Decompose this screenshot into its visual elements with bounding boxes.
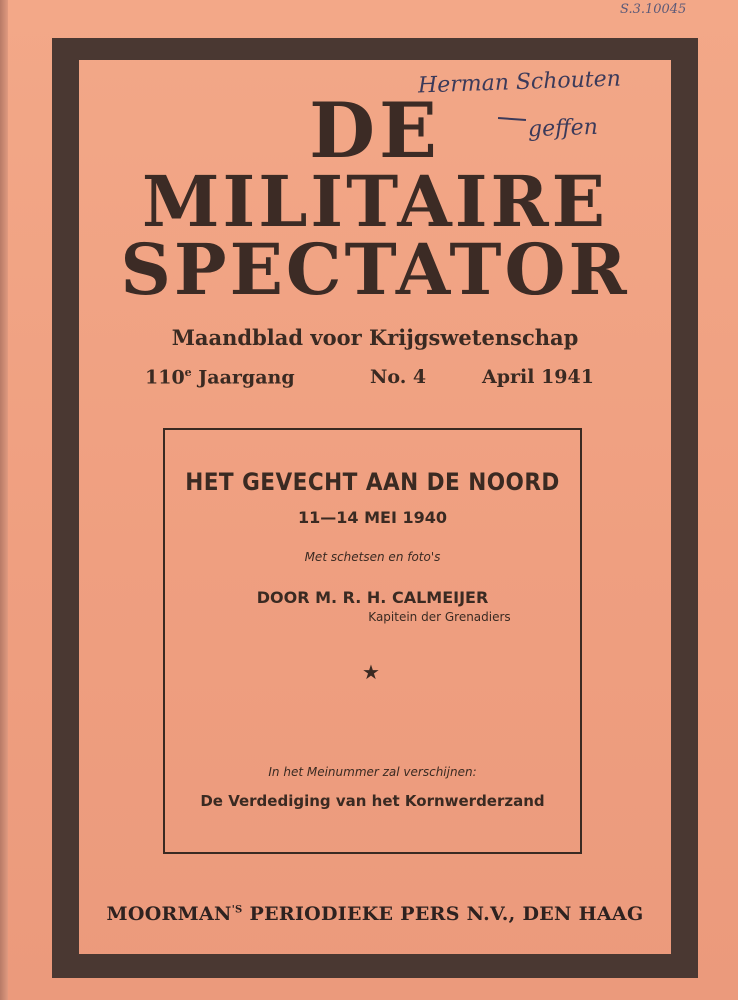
issue-number: No. 4 [370,366,427,388]
issue-date: April 1941 [482,366,594,388]
handwritten-name: Herman Schouten [417,66,622,99]
volume-label: Jaargang [198,366,295,389]
issue-volume [145,366,295,388]
masthead-spectator: SPECTATOR [120,228,630,311]
next-issue-label: In het Meinummer zal verschijnen: [268,765,477,779]
handwritten-note: geffen [527,114,599,143]
publisher-name-b: PERIODIEKE PERS N.V., DEN HAAG [242,903,644,925]
publisher-line [80,903,670,925]
masthead-de: DE [309,86,441,175]
article-dates: 11—14 MEI 1940 [297,508,447,527]
publisher-name-sup: 'S [231,904,243,916]
article-rank: Kapitein der Grenadiers [368,610,511,624]
publisher-name-a: MOORMAN [106,903,232,925]
article-title: HET GEVECHT AAN DE NOORD [185,468,560,496]
article-note: Met schetsen en foto's [304,550,441,564]
catalog-mark: S.3.10045 [620,2,687,17]
volume-suffix: e [184,366,192,379]
masthead-subtitle: Maandblad voor Krijgswetenschap [171,325,579,350]
masthead-militaire: MILITAIRE [141,160,609,243]
article-author: DOOR M. R. H. CALMEIJER [256,588,489,607]
star-ornament: ★ [362,660,380,684]
volume-number: 110 [145,366,185,389]
next-issue-title: De Verdediging van het Kornwerderzand [200,792,545,810]
spine-edge [0,0,8,1000]
